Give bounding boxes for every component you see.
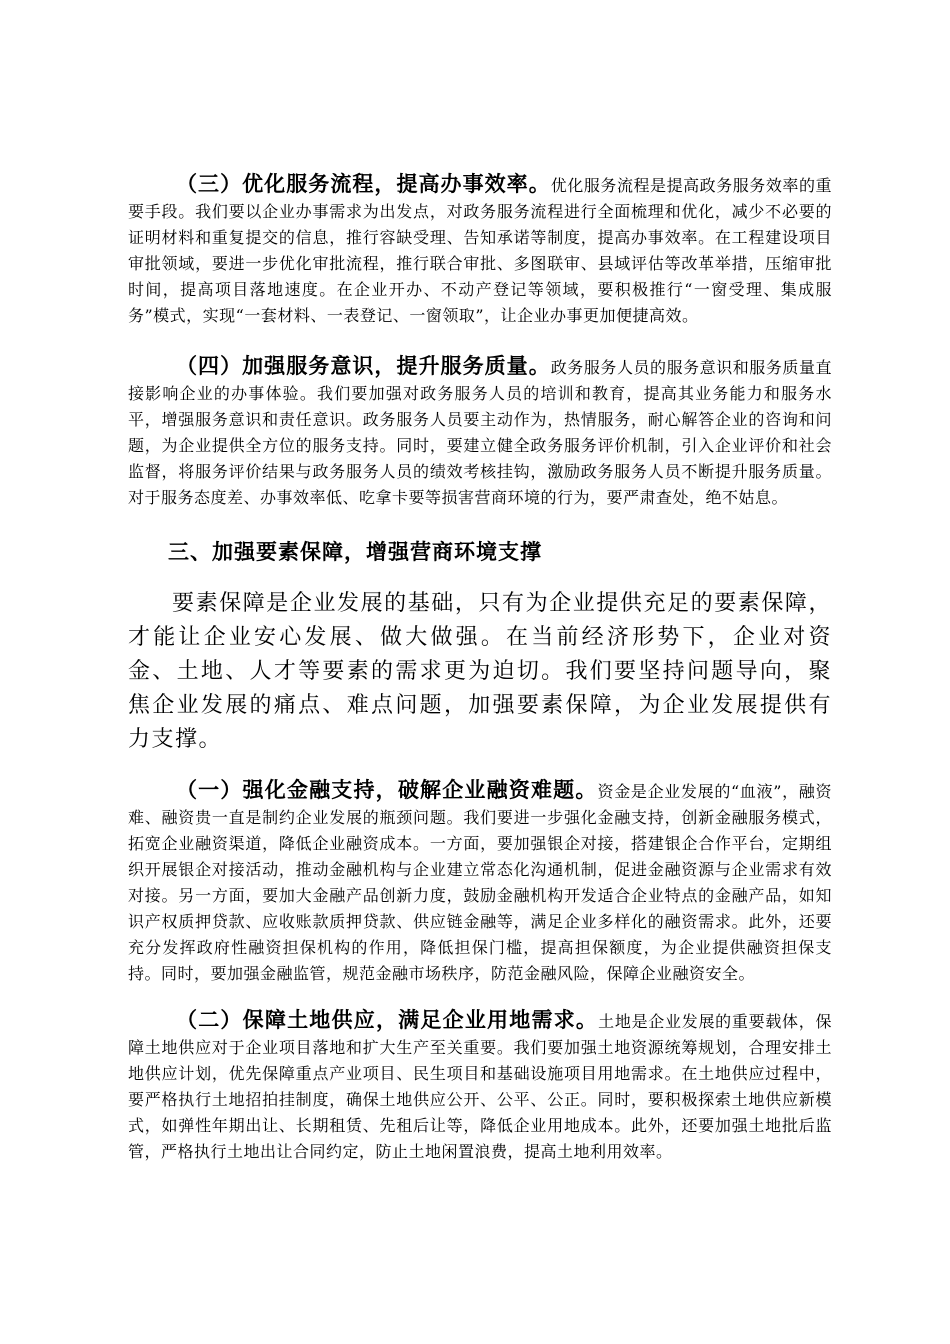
paragraph-body: 资金是企业发展的“血液”，融资难、融资贵一直是制约企业发展的瓶颈问题。我们要进一步强化金融支持，创新金融服务模式，拓宽企业融资渠道，降低企业融资成本。一方面，要加强银企对接，搭建银企合作平台，定期组织开展银企对接活动，推动金融机构与企业建立常态化沟通机制，促进金融资源与企业需求有效对接。另一方面，要加大金融产品创新力度，鼓励金融机构开发适合企业特点的金融产品，如知识产权质押贷款、应收账款质押贷款、供应链金融等，满足企业多样化的融资需求。此外，还要充分发挥政府性融资担保机构的作用，降低担保门槛，提高担保额度，为企业提供融资担保支持。同时，要加强金融监管，规范金融市场秩序，防范金融风险，保障企业融资安全。: [128, 782, 832, 983]
paragraph-heading: （二）保障土地供应，满足企业用地需求。: [176, 1008, 599, 1032]
paragraph-heading: （四）加强服务意识，提升服务质量。: [176, 354, 551, 378]
paragraph-section-4: [128, 353, 832, 511]
paragraph-heading: （一）强化金融支持，破解企业融资难题。: [176, 778, 598, 802]
paragraph-subsection-1: [128, 777, 832, 987]
paragraph-body: 政务服务人员的服务意识和服务质量直接影响企业的办事体验。我们要加强对政务服务人员的培训和教育，提高其业务能力和服务水平，增强服务意识和责任意识。政务服务人员要主动作为，热情服务，耐心解答企业的咨询和问题，为企业提供全方位的服务支持。同时，要建立健全政务服务评价机制，引入企业评价和社会监督，将服务评价结果与政务服务人员的绩效考核挂钩，激励政务服务人员不断提升服务质量。对于服务态度差、办事效率低、吃拿卡要等损害营商环境的行为，要严肃查处，绝不姑息。: [128, 358, 832, 507]
paragraph-body: 土地是企业发展的重要载体，保障土地供应对于企业项目落地和扩大生产至关重要。我们要加强土地资源统筹规划，合理安排土地供应计划，优先保障重点产业项目、民生项目和基础设施项目用地需求。在土地供应过程中，要严格执行土地招拍挂制度，确保土地供应公开、公平、公正。同时，要积极探索土地供应新模式，如弹性年期出让、长期租赁、先租后让等，降低企业用地成本。此外，还要加强土地批后监管，严格执行土地出让合同约定，防止土地闲置浪费，提高土地利用效率。: [128, 1012, 832, 1161]
document-page: [128, 171, 832, 1165]
paragraph-subsection-2: [128, 1007, 832, 1165]
paragraph-body: 优化服务流程是提高政务服务效率的重要手段。我们要以企业办事需求为出发点，对政务服务流程进行全面梳理和优化，减少不必要的证明材料和重复提交的信息，推行容缺受理、告知承诺等制度，提高办事效率。在工程建设项目审批领域，要进一步优化审批流程，推行联合审批、多图联审、县域评估等改革举措，压缩审批时间，提高项目落地速度。在企业开办、不动产登记等领域，要积极推行“一窗受理、集成服务”模式，实现“一套材料、一表登记、一窗领取”，让企业办事更加便捷高效。: [128, 176, 832, 325]
paragraph-heading: （三）优化服务流程，提高办事效率。: [176, 172, 551, 196]
section-intro: 要素保障是企业发展的基础，只有为企业提供充足的要素保障，才能让企业安心发展、做大做强。在当前经济形势下，企业对资金、土地、人才等要素的需求更为迫切。我们要坚持问题导向，聚焦企业发展的痛点、难点问题，加强要素保障，为企业发展提供有力支撑。: [128, 591, 832, 752]
paragraph-section-3: [128, 171, 832, 329]
section-heading: 三、加强要素保障，增强营商环境支撑: [168, 540, 542, 564]
